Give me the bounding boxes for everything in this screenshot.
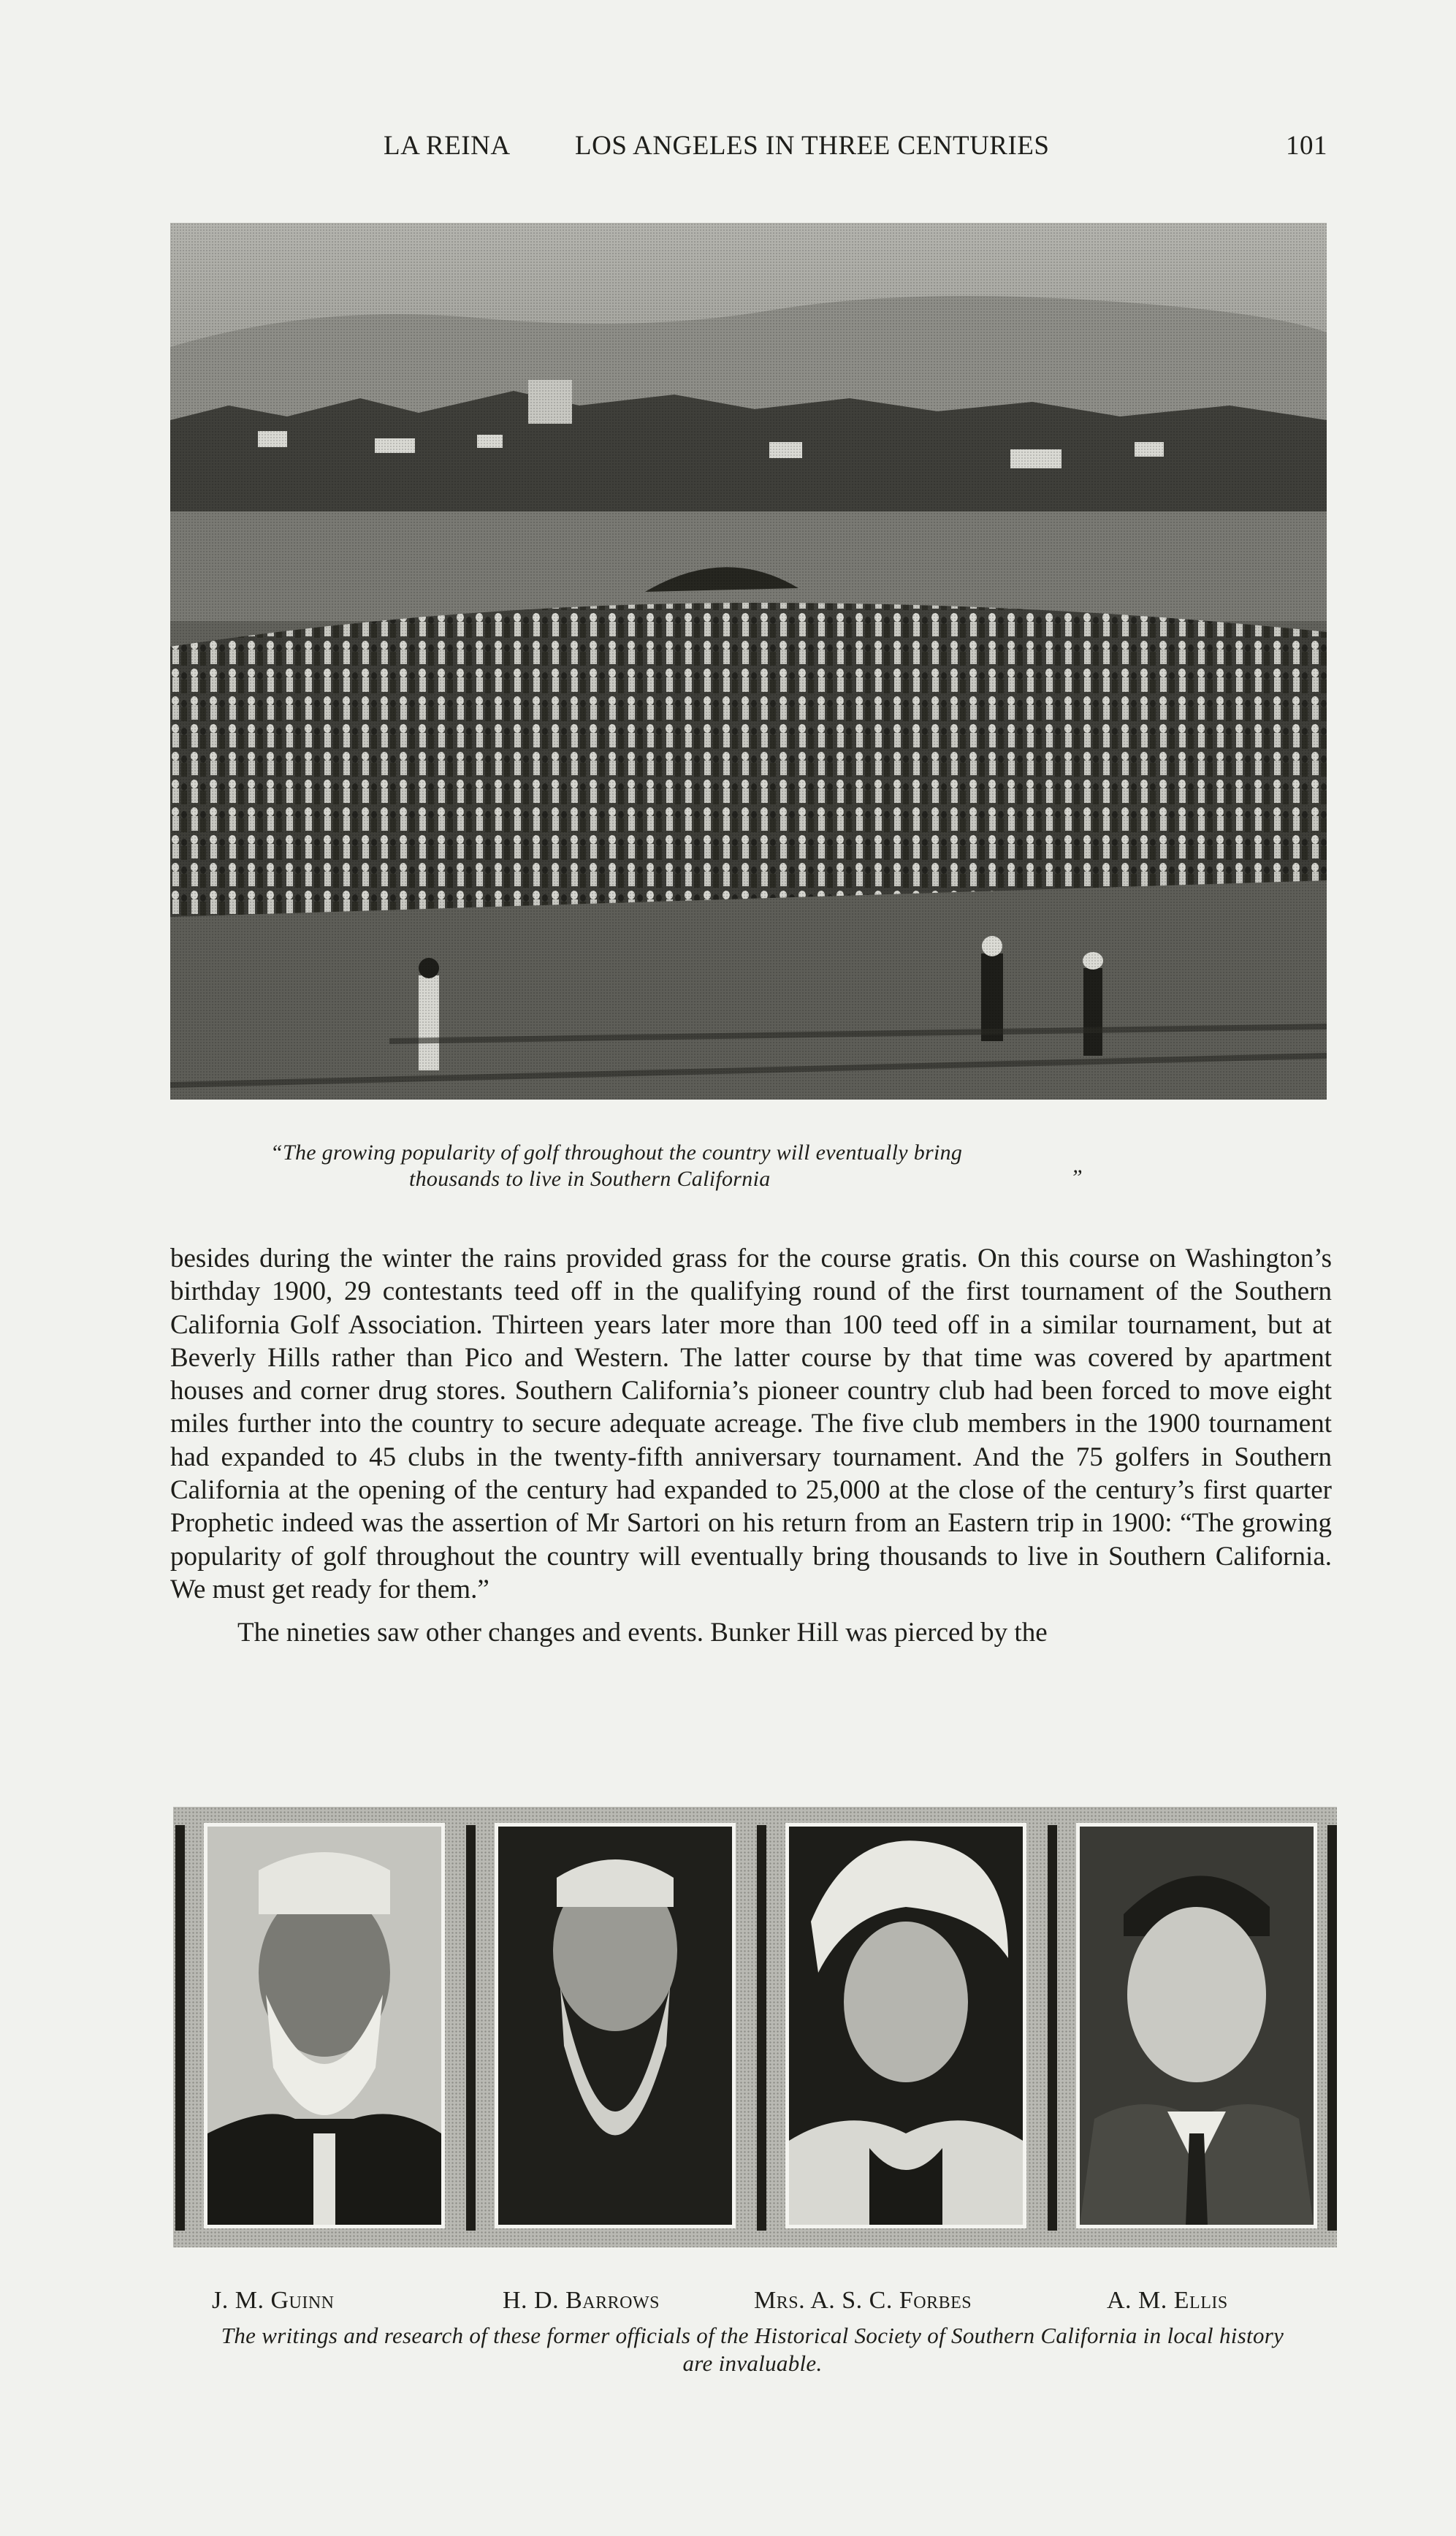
portrait-image — [789, 1827, 1023, 2225]
caption-line-1: “The growing popularity of golf throughout the country will eventually bring — [270, 1141, 963, 1165]
portrait-strip — [173, 1807, 1337, 2247]
portrait-barrows — [464, 1807, 755, 2247]
frame-divider — [757, 1825, 766, 2231]
body-text — [170, 1242, 1332, 1650]
portrait-frame — [204, 1823, 445, 2228]
portrait-name: H. D. Barrows — [503, 2287, 660, 2314]
frame-divider — [1048, 1825, 1057, 2231]
portrait-frame — [495, 1823, 736, 2228]
portrait-image — [207, 1827, 441, 2225]
frame-divider — [1327, 1825, 1337, 2231]
golf-crowd-image — [170, 223, 1327, 1100]
portrait-guinn — [173, 1807, 464, 2247]
frame-divider — [175, 1825, 185, 2231]
portraits-caption: The writings and research of these former officials of the Historical Society of Southern California in local history are invaluable. — [221, 2323, 1284, 2376]
caption-close-quote: ” — [1070, 1165, 1083, 1189]
portrait-name: J. M. Guinn — [212, 2287, 335, 2314]
paragraph: The nineties saw other changes and events. Bunker Hill was pierced by the — [237, 1618, 1048, 1648]
portrait-name: A. M. Ellis — [1107, 2287, 1228, 2314]
golf-tournament-photo — [170, 223, 1327, 1100]
golf-photo-caption — [270, 1140, 1242, 1192]
portrait-names — [212, 2287, 1293, 2320]
portrait-image — [1080, 1827, 1314, 2225]
paragraph: besides during the winter the rains provided grass for the course gratis. On this course on Washington’s birthday 1900, 29 contestants teed off in the qualifying round of the first tournament of the Southern California Golf Association. Thirteen years later more than 100 teed off in a similar tournament, but at Beverly Hills rather than Pico and Western. The latter course by that time was covered by apartment houses and corner drug stores. Southern California’s pioneer country club had been forced to move eight miles further into the country to secure adequate acreage. The five club members in the 1900 tournament had expanded to 45 clubs in the twenty-fifth anniversary tournament. And the 75 golfers in Southern California at the opening of the century had expanded to 25,000 at the close of the century’s first quarter Prophetic indeed was the assertion of Mr Sartori on his return from an Eastern trip in 1900: “The growing popularity of golf throughout the country will eventually bring thousands to live in Southern California. We must get ready for them.” — [170, 1244, 1332, 1604]
portrait-ellis — [1045, 1807, 1336, 2247]
book-title: LA REINA — [384, 131, 511, 161]
portrait-frame — [1076, 1823, 1317, 2228]
running-header — [384, 130, 1326, 174]
portrait-frame — [785, 1823, 1026, 2228]
running-title: LOS ANGELES IN THREE CENTURIES — [575, 131, 1050, 161]
portrait-name: Mrs. A. S. C. Forbes — [754, 2287, 972, 2314]
frame-divider — [466, 1825, 476, 2231]
portrait-forbes — [755, 1807, 1045, 2247]
page-number: 101 — [1286, 131, 1327, 161]
caption-line-2: thousands to live in Southern California — [409, 1167, 771, 1191]
portrait-image — [498, 1827, 732, 2225]
